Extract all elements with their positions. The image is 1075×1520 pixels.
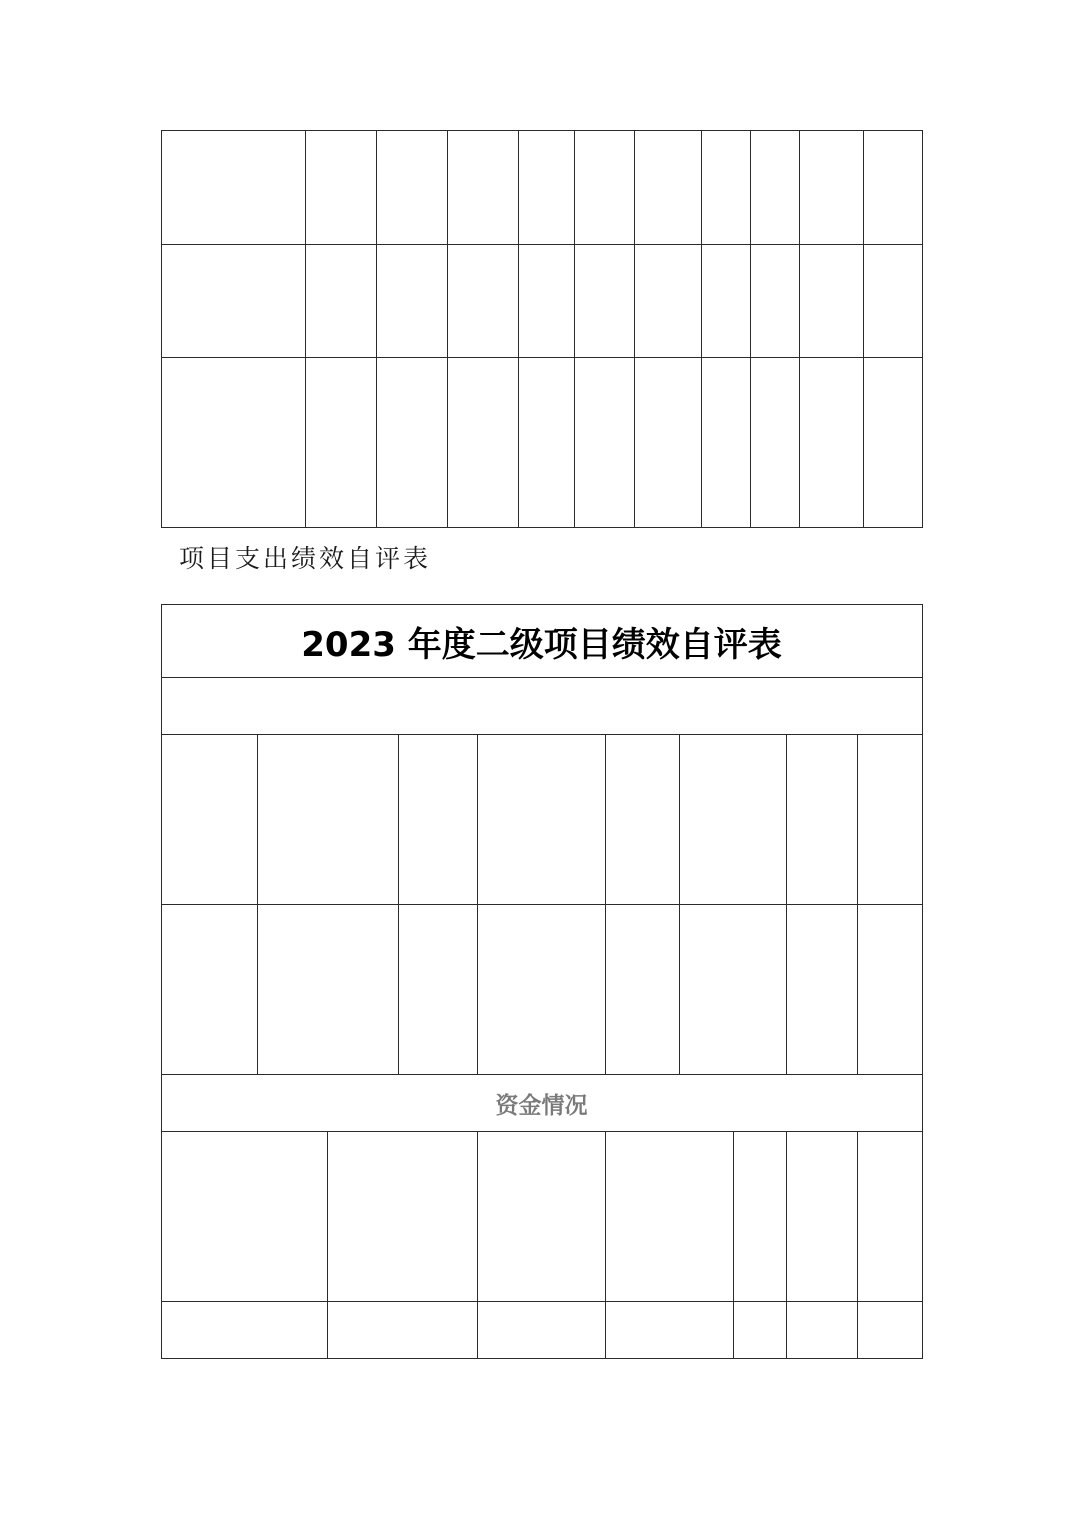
table2-right-border [922, 604, 923, 1359]
table2-column-border [257, 734, 258, 1075]
table2-row-border [161, 904, 923, 905]
table1-column-border [922, 130, 923, 528]
table1-column-border [161, 130, 162, 528]
table2-column-border [477, 734, 478, 1075]
table-title: 2023 年度二级项目绩效自评表 [301, 624, 782, 665]
table2-left-border [161, 604, 162, 1359]
table2-funding-column-border [605, 1131, 606, 1359]
table1-row-border [161, 130, 923, 131]
table1-column-border [518, 130, 519, 528]
table1-column-border [447, 130, 448, 528]
table1-column-border [574, 130, 575, 528]
table1-column-border [305, 130, 306, 528]
funding-section-header: 资金情况 [495, 1092, 588, 1119]
table1-row-border [161, 244, 923, 245]
table2-row-border [161, 1301, 923, 1302]
table2-funding-column-border [477, 1131, 478, 1359]
table2-column-border [857, 734, 858, 1075]
table1-column-border [863, 130, 864, 528]
table2-funding-column-border [857, 1131, 858, 1359]
table1-column-border [701, 130, 702, 528]
table2-funding-column-border [327, 1131, 328, 1359]
table1-row-border [161, 527, 923, 528]
table-caption: 项目支出绩效自评表 [179, 544, 432, 573]
table2-row-border [161, 1358, 923, 1359]
table1-column-border [634, 130, 635, 528]
table2-row-border [161, 677, 923, 678]
table2-column-border [605, 734, 606, 1075]
table2-funding-column-border [786, 1131, 787, 1359]
table1-row-border [161, 357, 923, 358]
table2-column-border [398, 734, 399, 1075]
table1-column-border [376, 130, 377, 528]
table1-column-border [750, 130, 751, 528]
table1-column-border [799, 130, 800, 528]
table2-column-border [786, 734, 787, 1075]
table2-row-border [161, 734, 923, 735]
table2-row-border [161, 1131, 923, 1132]
table2-column-border [679, 734, 680, 1075]
table2-funding-column-border [733, 1131, 734, 1359]
